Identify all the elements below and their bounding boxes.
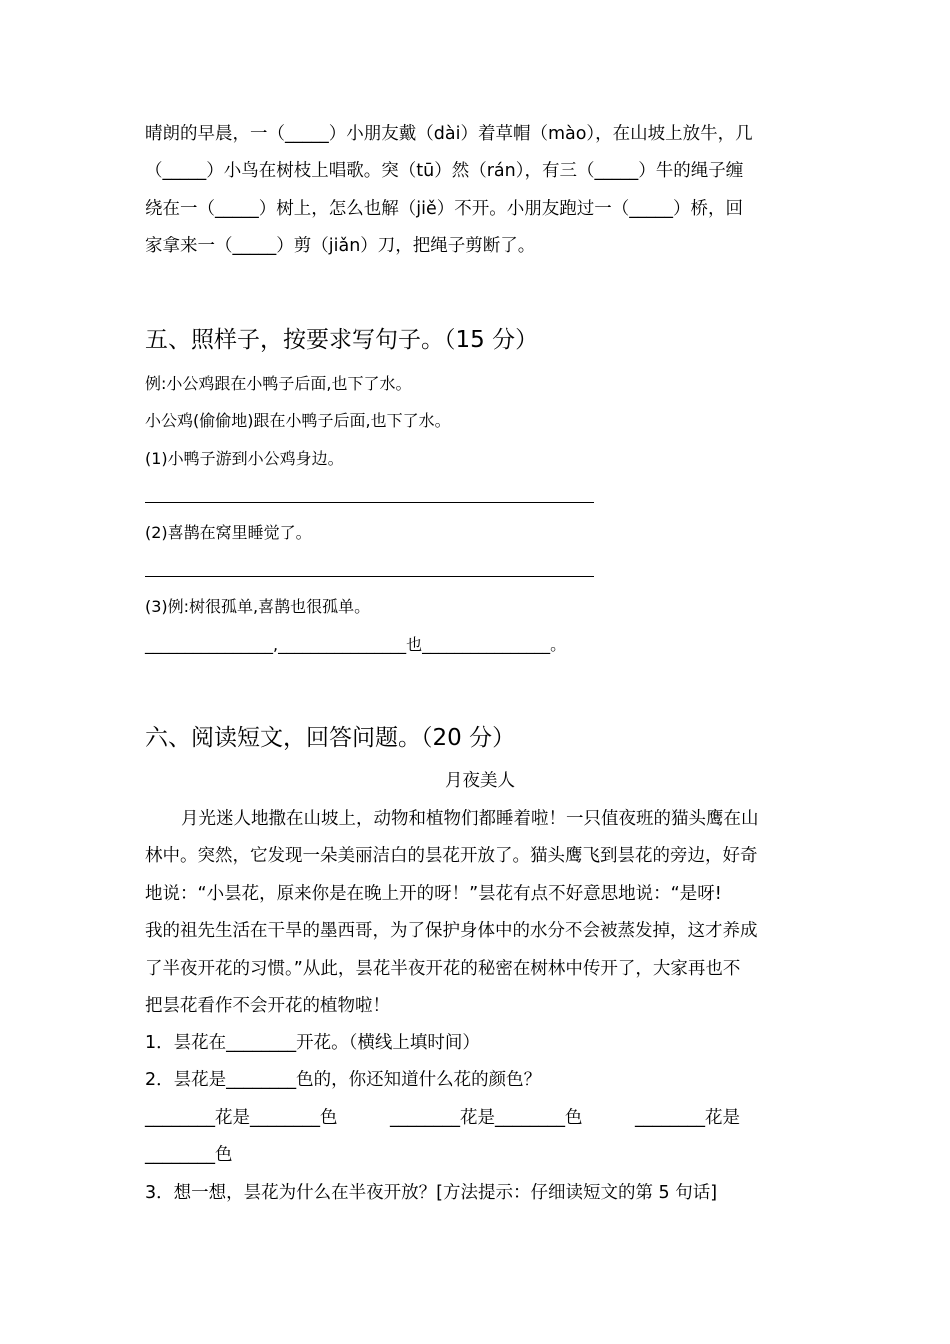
section5-question-1: (1)小鸭子游到小公鸡身边。 — [145, 449, 344, 468]
reading-question-2-blanks-b[interactable]: ________色 — [145, 1145, 233, 1165]
reading-question-2[interactable]: 2．昙花是________色的，你还知道什么花的颜色？ — [145, 1070, 542, 1090]
section5-question-3-blanks[interactable]: ________________,________________也________________。 — [145, 635, 567, 654]
article-line-6: 把昙花看作不会开花的植物啦！ — [145, 996, 390, 1016]
article-title: 月夜美人 — [445, 771, 515, 791]
passage-line-1: 晴朗的早晨，一（_____）小朋友戴（dài）着草帽（mào），在山坡上放牛，几 — [145, 124, 753, 144]
article-line-3: 地说：“小昙花，原来你是在晚上开的呀！”昙花有点不好意思地说：“是呀! — [145, 884, 722, 904]
passage-line-4: 家拿来一（_____）剪（jiǎn）刀，把绳子剪断了。 — [145, 236, 536, 256]
section5-example-1: 例:小公鸡跟在小鸭子后面,也下了水。 — [145, 374, 412, 393]
article-line-2: 林中。突然，它发现一朵美丽洁白的昙花开放了。猫头鹰飞到昙花的旁边，好奇 — [145, 846, 758, 866]
section5-title: 五、照样子，按要求写句子。（15 分） — [145, 327, 539, 353]
reading-question-1[interactable]: 1．昙花在________开花。（横线上填时间） — [145, 1033, 480, 1053]
section6-title: 六、阅读短文，回答问题。（20 分） — [145, 725, 516, 751]
passage-line-2: （_____）小鸟在树枝上唱歌。突（tū）然（rán），有三（_____）牛的绳子缠 — [145, 161, 744, 181]
reading-question-3: 3．想一想，昙花为什么在半夜开放？[方法提示：仔细读短文的第 5 句话] — [145, 1183, 718, 1203]
section5-example-2: 小公鸡(偷偷地)跟在小鸭子后面,也下了水。 — [145, 411, 451, 430]
answer-line-1[interactable] — [145, 502, 594, 503]
article-line-1: 月光迷人地撒在山坡上，动物和植物们都睡着啦！一只值夜班的猫头鹰在山 — [181, 809, 759, 829]
article-line-4: 我的祖先生活在干旱的墨西哥，为了保护身体中的水分不会被蒸发掉，这才养成 — [145, 921, 758, 941]
section5-question-3: (3)例:树很孤单,喜鹊也很孤单。 — [145, 597, 371, 616]
section5-question-2: (2)喜鹊在窝里睡觉了。 — [145, 523, 312, 542]
article-line-5: 了半夜开花的习惯。”从此，昙花半夜开花的秘密在树林中传开了，大家再也不 — [145, 959, 741, 979]
reading-question-2-blanks-a[interactable]: ________花是________色 ________花是________色 ________花是 — [145, 1108, 740, 1128]
passage-line-3: 绕在一（_____）树上，怎么也解（jiě）不开。小朋友跑过一（_____）桥，回 — [145, 199, 743, 219]
answer-line-2[interactable] — [145, 576, 594, 577]
